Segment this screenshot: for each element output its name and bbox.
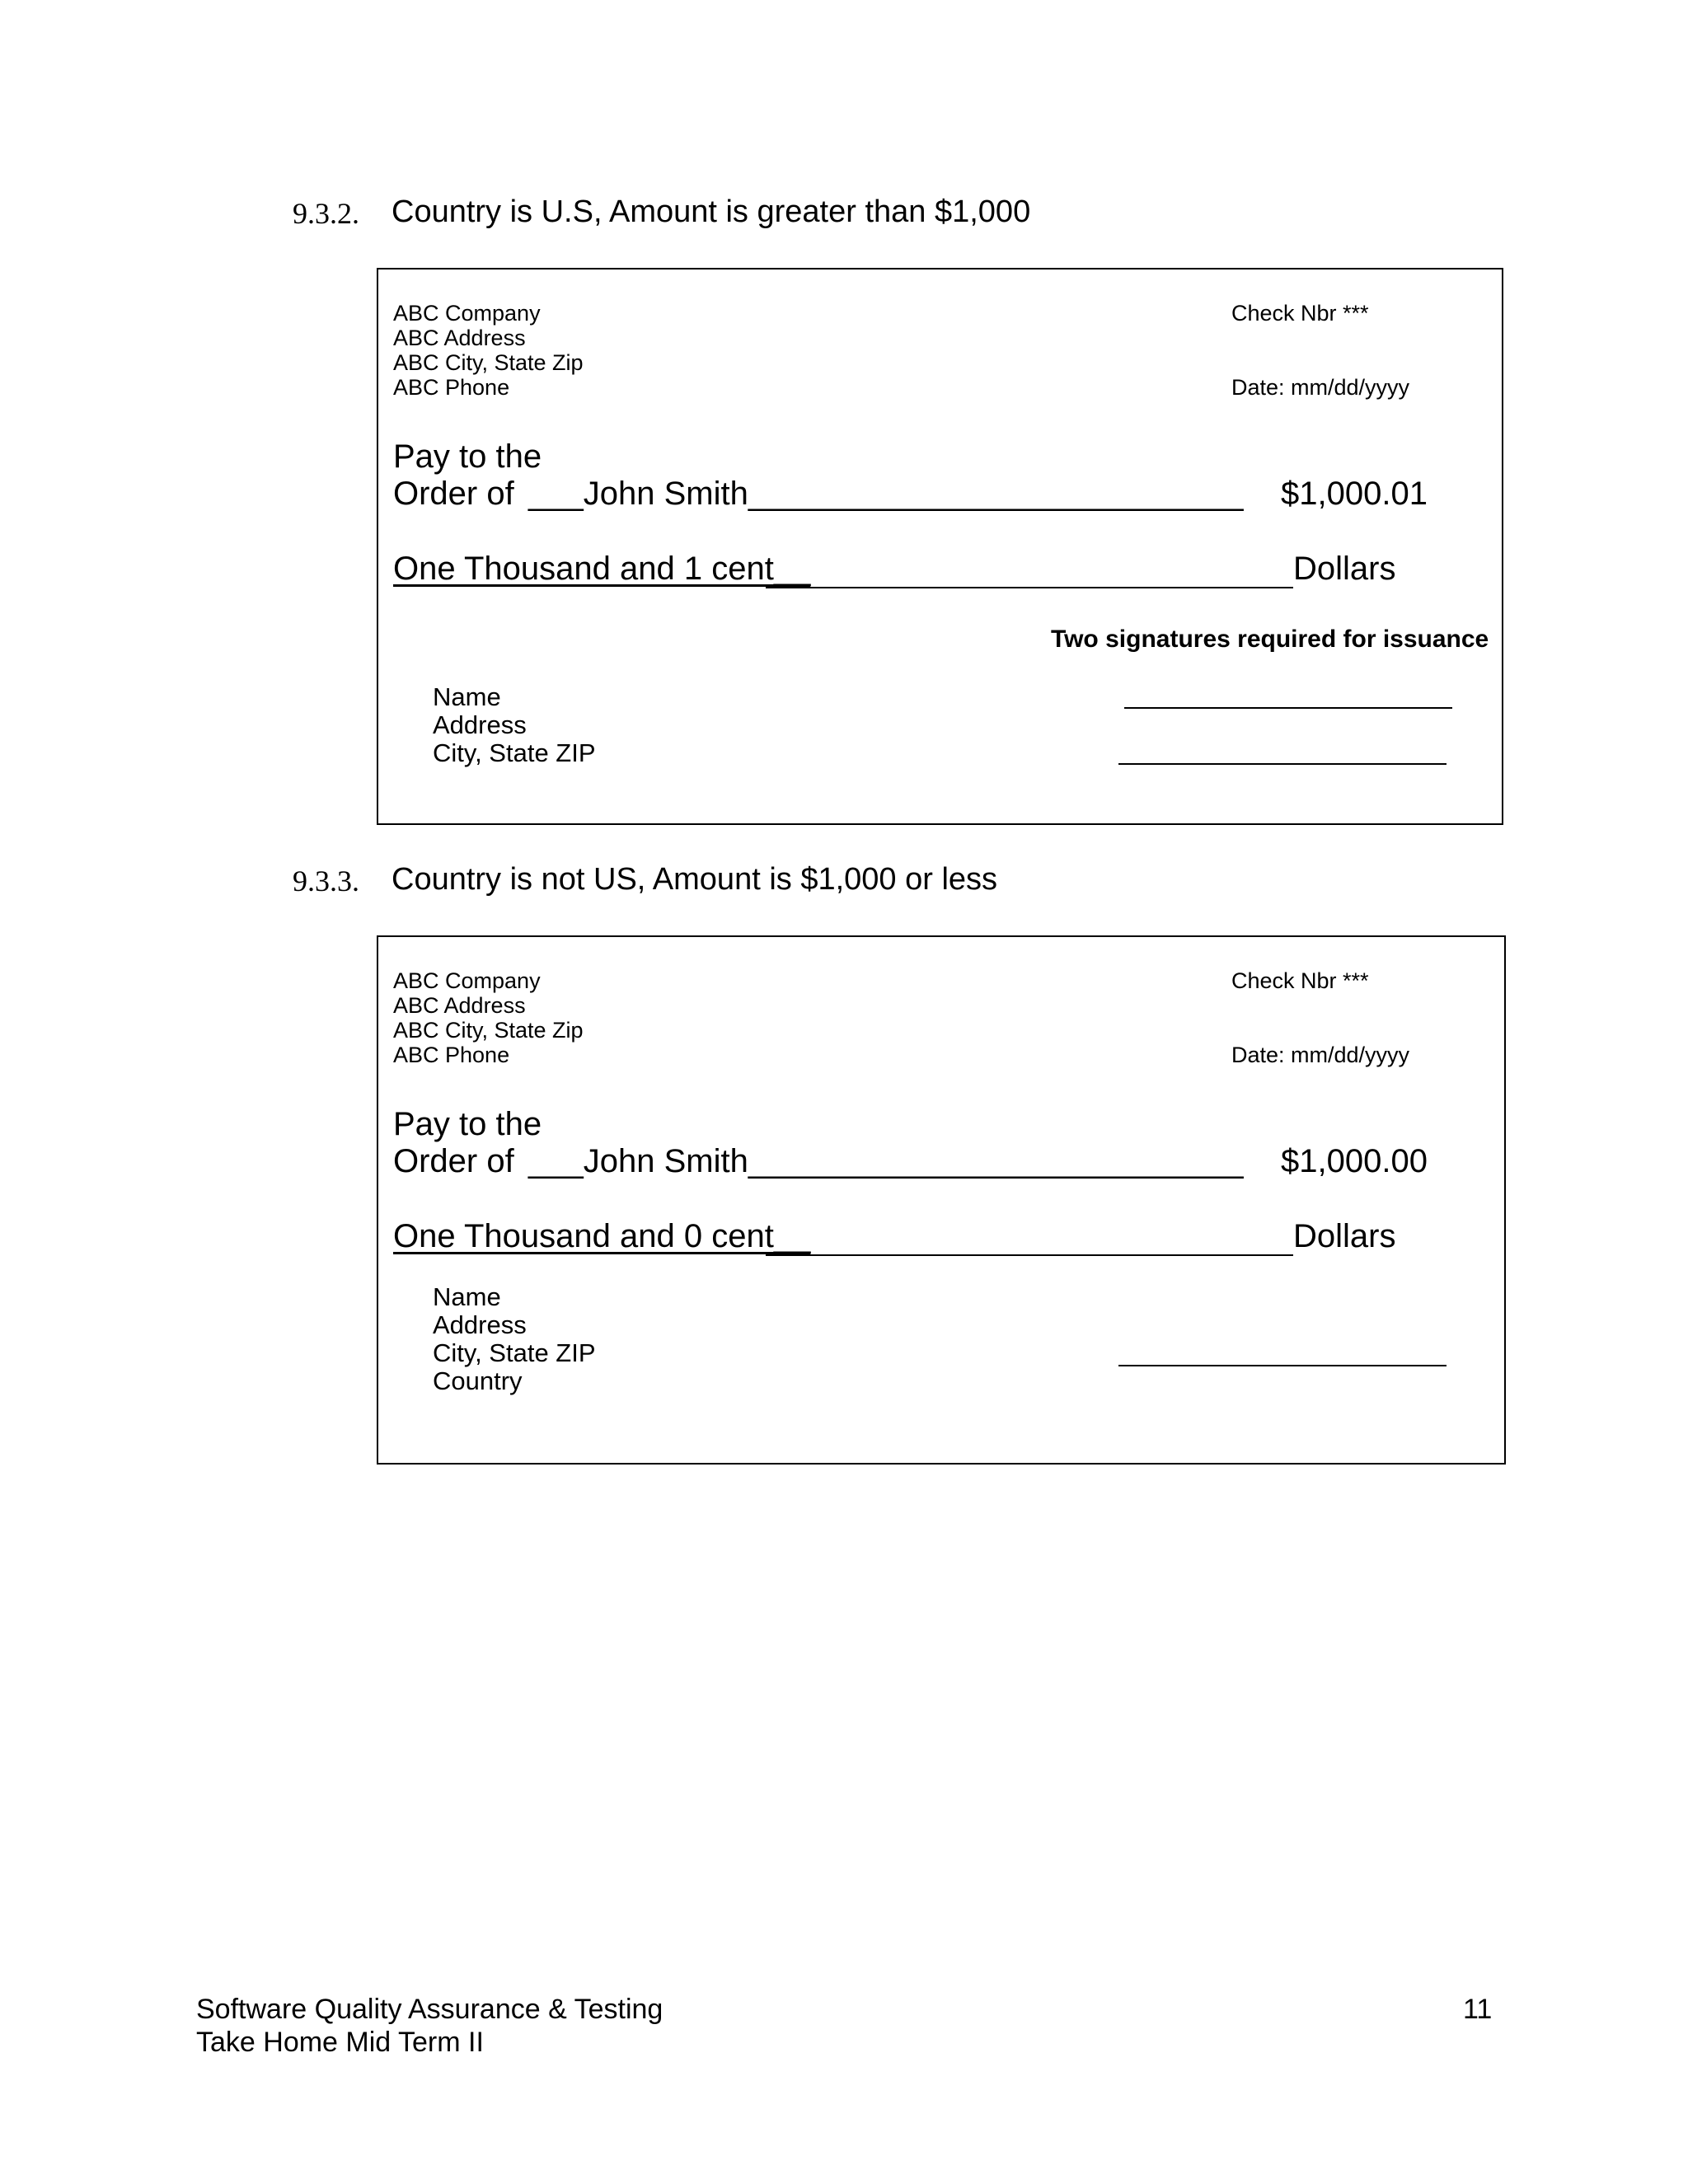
written-amount: One Thousand and 1 cent__ bbox=[393, 551, 811, 587]
company-phone: ABC Phone bbox=[393, 1043, 510, 1067]
section-title: Country is not US, Amount is $1,000 or less bbox=[392, 862, 998, 897]
check-number: Check Nbr *** bbox=[1231, 301, 1369, 326]
payee-country-field: Country bbox=[433, 1366, 523, 1395]
payee-name: ___John Smith___________________________ bbox=[528, 1143, 1244, 1179]
payee-city-field: City, State ZIP bbox=[433, 738, 596, 767]
company-name: ABC Company bbox=[393, 968, 541, 993]
section-title: Country is U.S, Amount is greater than $1,000 bbox=[392, 194, 1031, 229]
written-amount-line bbox=[766, 587, 1293, 588]
check-date: Date: mm/dd/yyyy bbox=[1231, 1043, 1410, 1067]
page-number: 11 bbox=[1463, 1994, 1493, 2025]
payee-address-field: Address bbox=[433, 710, 527, 739]
check-amount: $1,000.00 bbox=[1281, 1143, 1428, 1179]
payee-name-field: Name bbox=[433, 682, 501, 711]
section-number: 9.3.3. bbox=[293, 865, 359, 898]
signature-line bbox=[1118, 1365, 1447, 1366]
company-name: ABC Company bbox=[393, 301, 541, 326]
written-amount: One Thousand and 0 cent__ bbox=[393, 1218, 811, 1254]
check-date: Date: mm/dd/yyyy bbox=[1231, 375, 1410, 400]
company-address: ABC Address bbox=[393, 326, 526, 350]
order-of-label: Order of bbox=[393, 476, 514, 512]
signature-note: Two signatures required for issuance bbox=[1051, 626, 1489, 653]
footer-document-title: Take Home Mid Term II bbox=[196, 2027, 484, 2058]
company-address: ABC Address bbox=[393, 993, 526, 1018]
check-amount: $1,000.01 bbox=[1281, 476, 1428, 512]
section-number: 9.3.2. bbox=[293, 197, 359, 230]
signature-line-1 bbox=[1124, 707, 1452, 709]
check-form bbox=[377, 935, 1506, 1465]
pay-to-label: Pay to the bbox=[393, 1106, 542, 1142]
pay-to-label: Pay to the bbox=[393, 438, 542, 475]
payee-city-field: City, State ZIP bbox=[433, 1338, 596, 1367]
footer-course-title: Software Quality Assurance & Testing bbox=[196, 1994, 663, 2025]
dollars-label: Dollars bbox=[1293, 551, 1396, 587]
check-form bbox=[377, 268, 1503, 825]
payee-address-field: Address bbox=[433, 1310, 527, 1339]
check-number: Check Nbr *** bbox=[1231, 968, 1369, 993]
signature-line-2 bbox=[1118, 763, 1447, 765]
dollars-label: Dollars bbox=[1293, 1218, 1396, 1254]
payee-name-field: Name bbox=[433, 1282, 501, 1311]
order-of-label: Order of bbox=[393, 1143, 514, 1179]
company-city: ABC City, State Zip bbox=[393, 350, 584, 375]
written-amount-line bbox=[766, 1254, 1293, 1256]
company-city: ABC City, State Zip bbox=[393, 1018, 584, 1043]
company-phone: ABC Phone bbox=[393, 375, 510, 400]
payee-name: ___John Smith___________________________ bbox=[528, 476, 1244, 512]
